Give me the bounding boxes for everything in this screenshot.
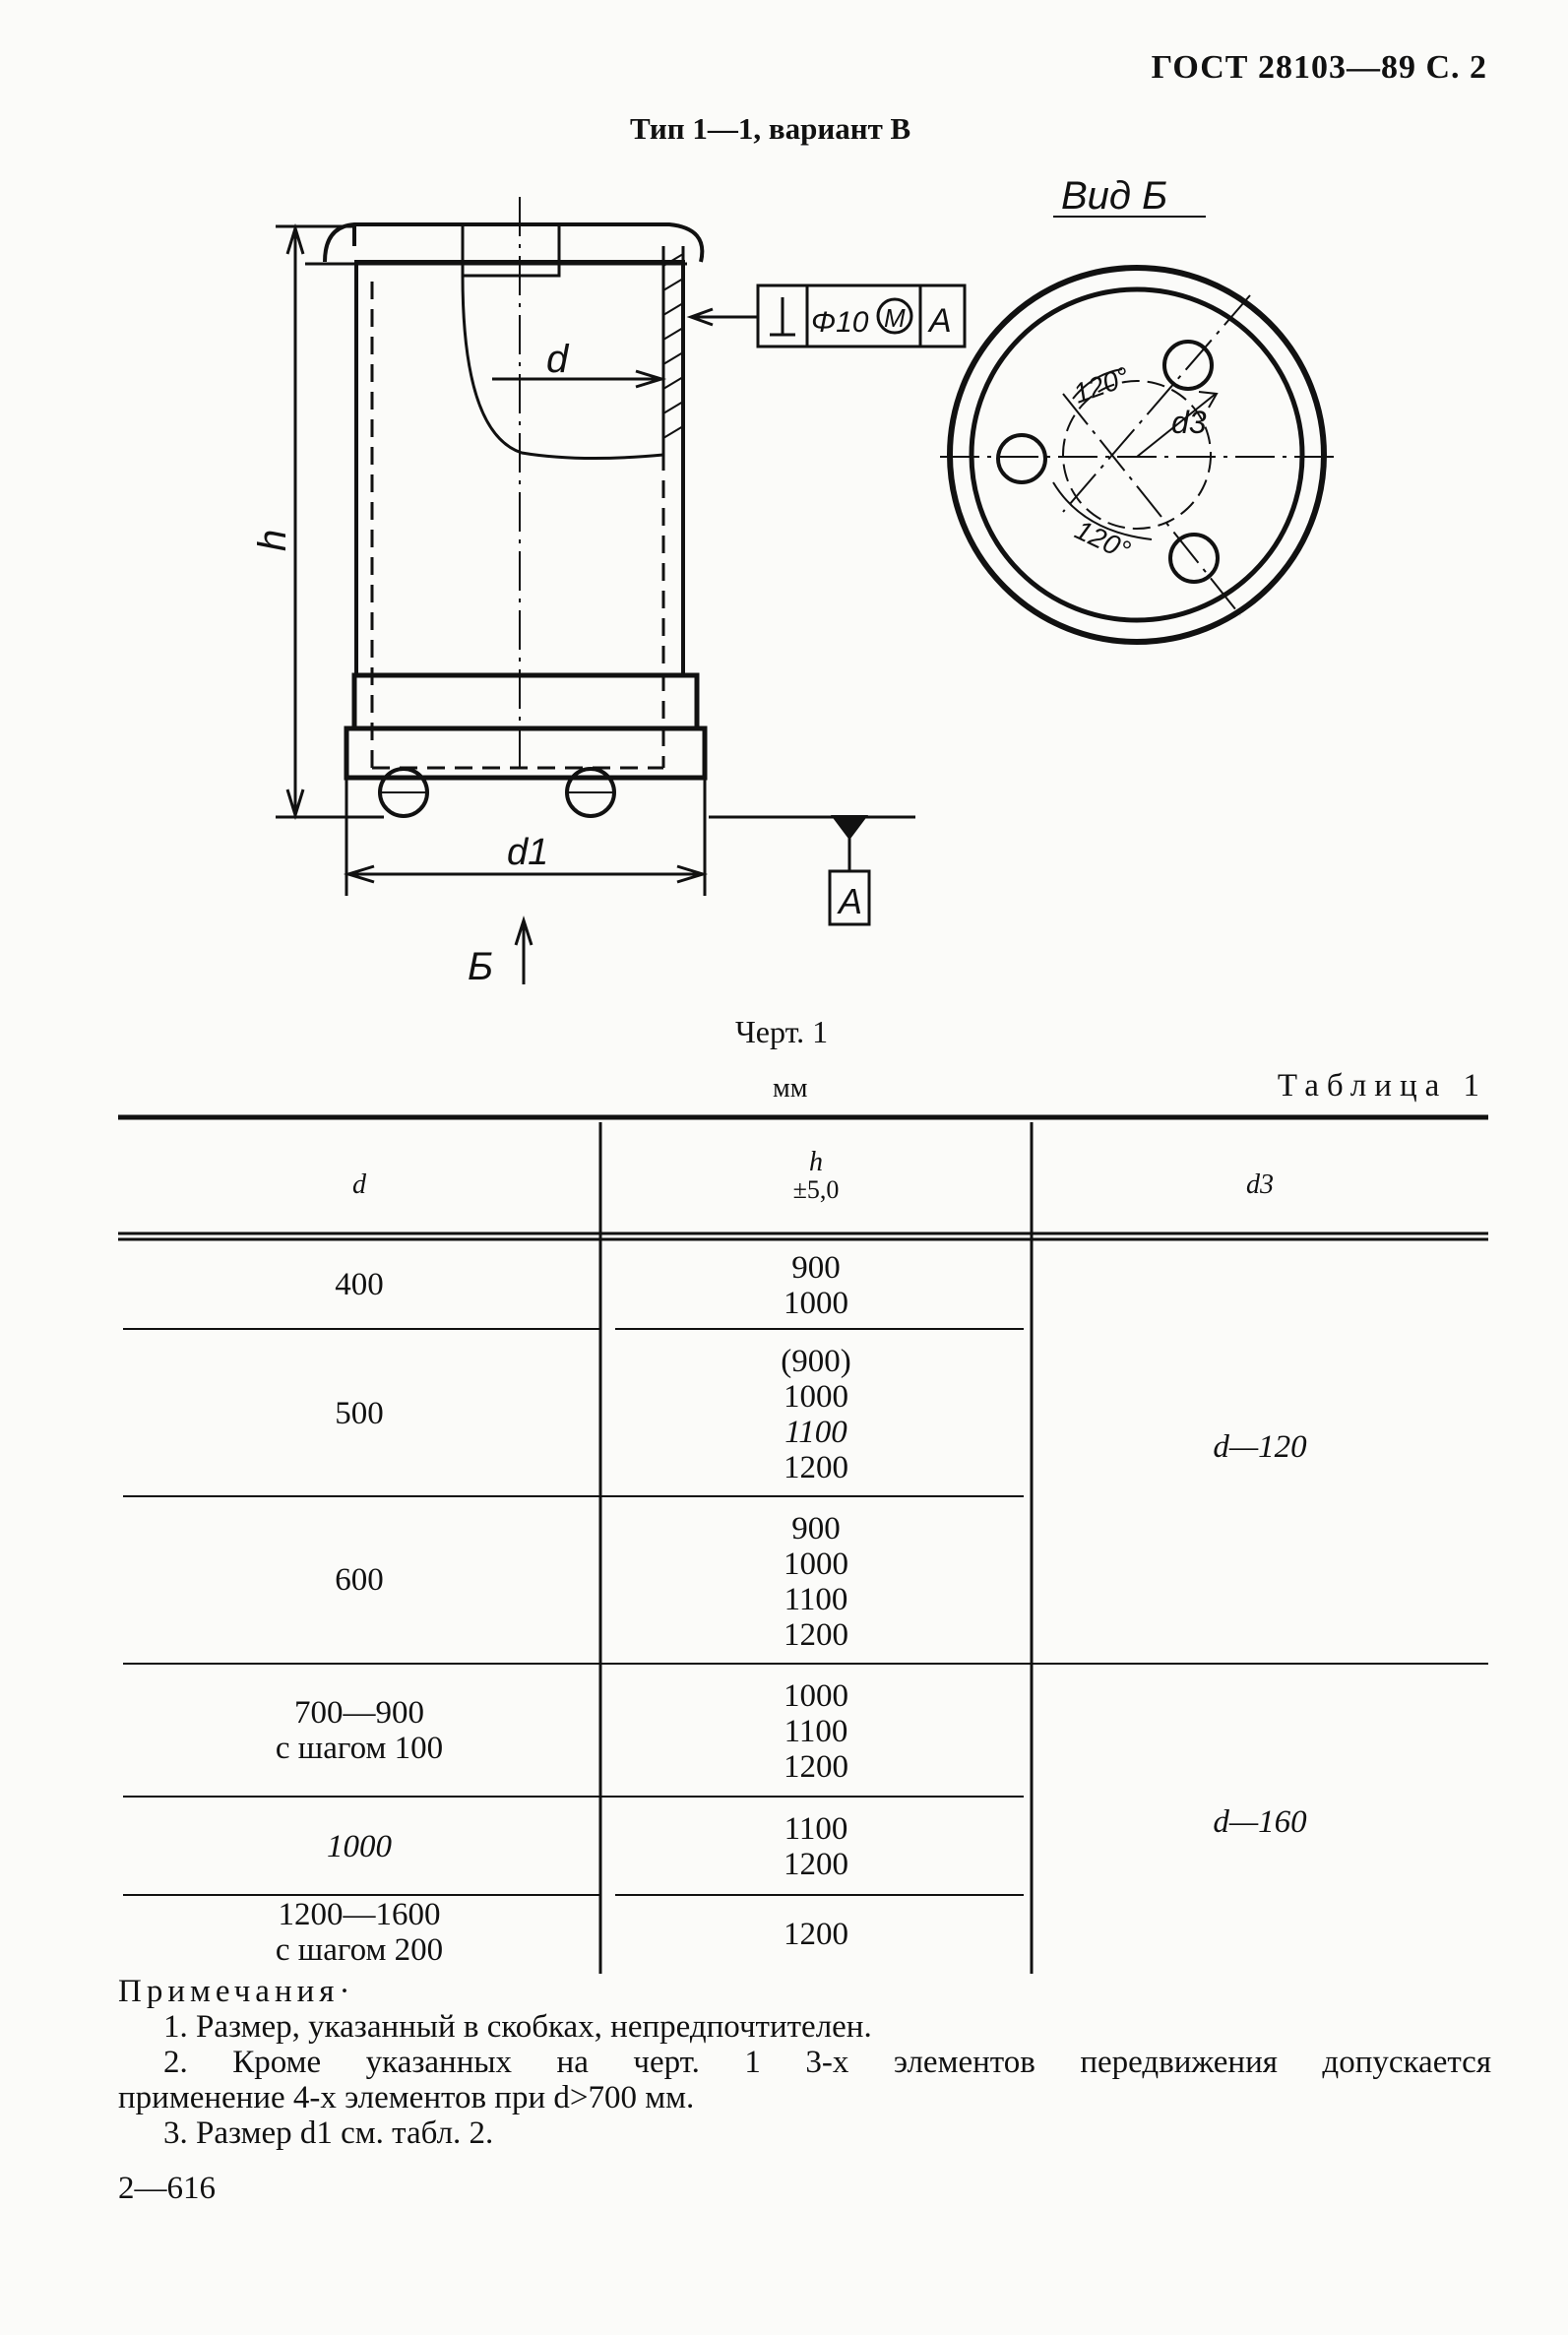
header-h: h: [809, 1147, 823, 1177]
table-title: Таблица 1: [1277, 1068, 1487, 1104]
page-number: 2—616: [118, 2171, 216, 2206]
header-d: d: [352, 1169, 366, 1200]
label-d: d: [546, 338, 569, 381]
d3-group-1: d—120: [1213, 1429, 1307, 1465]
row4-d: 700—900 с шагом 100: [275, 1695, 444, 1766]
document-header: ГОСТ 28103—89 С. 2: [1151, 49, 1487, 86]
header-h-tolerance: ±5,0: [792, 1175, 840, 1204]
note-2-continued: применение 4-х элементов при d>700 мм.: [118, 2080, 695, 2115]
tolerance-value: Φ10: [811, 306, 869, 339]
row5-h: 1100 1200: [784, 1811, 848, 1882]
view-label: Вид Б: [1061, 174, 1168, 218]
tolerance-modifier: M: [884, 303, 906, 333]
label-d3: d3: [1171, 405, 1207, 440]
figure-caption: Черт. 1: [735, 1014, 829, 1049]
label-angle-top: 120°: [1069, 360, 1134, 410]
label-h: h: [251, 529, 294, 551]
row5-d: 1000: [327, 1829, 392, 1864]
row2-h: (900) 1000 1100 1200: [781, 1344, 851, 1485]
row3-d: 600: [335, 1562, 384, 1598]
header-d3: d3: [1246, 1169, 1274, 1200]
row1-h: 900 1000: [784, 1250, 848, 1321]
label-datum: A: [839, 881, 863, 921]
table-units: мм: [773, 1073, 808, 1104]
row3-h: 900 1000 1100 1200: [784, 1511, 848, 1653]
row1-d: 400: [335, 1267, 384, 1302]
note-2: 2. Кроме указанных на черт. 1 3-х элементов передвижения допускается: [163, 2045, 1491, 2080]
row6-d: 1200—1600 с шагом 200: [275, 1897, 444, 1968]
note-1: 1. Размер, указанный в скобках, непредпочтителен.: [163, 2009, 872, 2045]
label-angle-bottom: 120°: [1070, 514, 1136, 566]
row2-d: 500: [335, 1396, 384, 1431]
label-arrow-b: Б: [468, 945, 494, 988]
note-3: 3. Размер d1 см. табл. 2.: [163, 2115, 494, 2151]
row4-h: 1000 1100 1200: [784, 1678, 848, 1785]
d3-group-2: d—160: [1213, 1804, 1307, 1840]
label-d1: d1: [507, 832, 549, 873]
row6-h: 1200: [784, 1917, 848, 1952]
notes-heading: Примечания·: [118, 1974, 355, 2009]
tolerance-datum: A: [929, 302, 952, 340]
notes: [118, 1974, 1491, 2151]
drawing-title: Тип 1—1, вариант В: [630, 111, 911, 146]
